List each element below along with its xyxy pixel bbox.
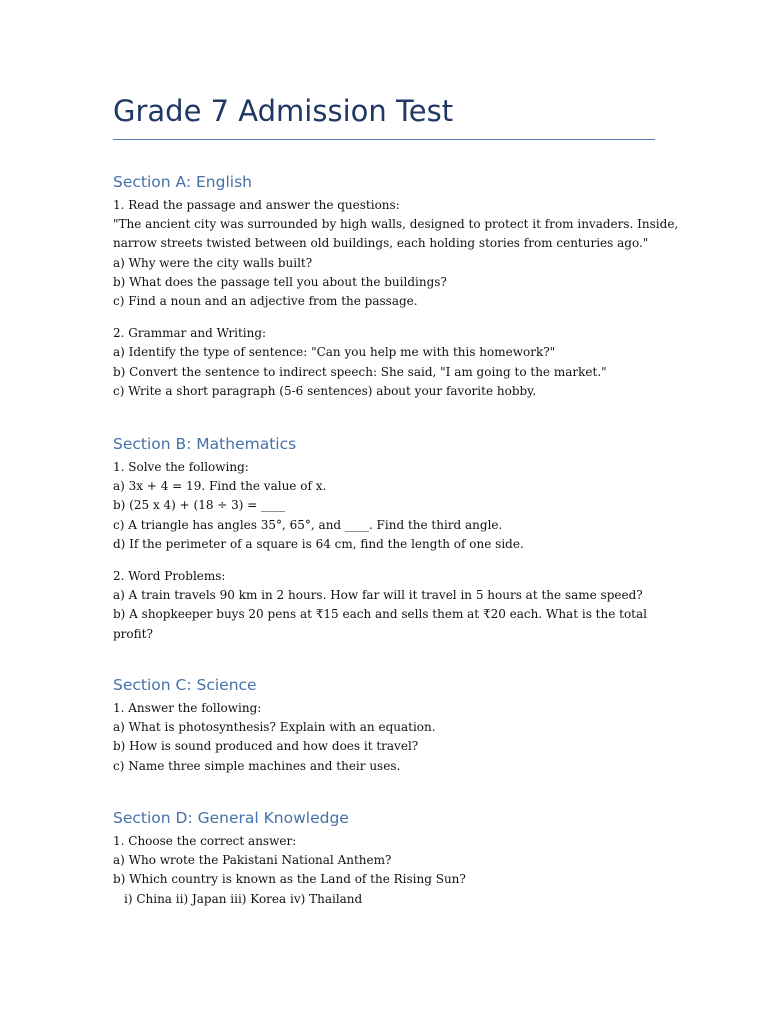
section-english bbox=[113, 172, 679, 401]
question-line: 2. Word Problems: bbox=[113, 569, 226, 584]
section-heading: Section D: General Knowledge bbox=[113, 809, 349, 827]
question-line: b) (25 x 4) + (18 ÷ 3) = ____ bbox=[113, 498, 286, 513]
section-general-knowledge bbox=[113, 808, 658, 909]
question-line: 1. Solve the following: bbox=[113, 460, 249, 474]
section-heading: Section B: Mathematics bbox=[113, 435, 297, 453]
passage-line: narrow streets twisted between old buildings, each holding stories from centuries ago." bbox=[113, 236, 649, 251]
section-mathematics bbox=[113, 434, 658, 644]
question-line: 2. Grammar and Writing: bbox=[113, 326, 267, 341]
question-line: c) Name three simple machines and their uses. bbox=[113, 758, 401, 773]
question-line: c) Write a short paragraph (5-6 sentences) about your favorite hobby. bbox=[113, 383, 537, 398]
question-line: b) How is sound produced and how does it travel? bbox=[113, 739, 419, 754]
question-block bbox=[113, 196, 679, 311]
question-line: a) Why were the city walls built? bbox=[113, 255, 313, 270]
question-line: b) Convert the sentence to indirect speech: She said, "I am going to the market." bbox=[113, 364, 607, 379]
section-heading: Section C: Science bbox=[113, 676, 257, 694]
question-line: b) What does the passage tell you about the buildings? bbox=[113, 274, 447, 289]
question-line: a) What is photosynthesis? Explain with an equation. bbox=[113, 720, 436, 735]
question-line: c) A triangle has angles 35°, 65°, and ____. Find the third angle. bbox=[113, 517, 503, 532]
question-block bbox=[113, 567, 658, 644]
question-line: a) Who wrote the Pakistani National Anthem? bbox=[113, 853, 392, 868]
question-line: a) A train travels 90 km in 2 hours. How far will it travel in 5 hours at the same speed? bbox=[113, 588, 643, 603]
page-title: Grade 7 Admission Test bbox=[113, 94, 454, 128]
question-block bbox=[113, 699, 658, 776]
question-line: 1. Choose the correct answer: bbox=[113, 834, 297, 848]
question-line: b) A shopkeeper buys 20 pens at ₹15 each and sells them at ₹20 each. What is the total bbox=[113, 607, 647, 622]
question-line: 1. Read the passage and answer the questions: bbox=[113, 198, 400, 212]
title-divider bbox=[113, 139, 655, 140]
question-line: c) Find a noun and an adjective from the passage. bbox=[113, 294, 418, 309]
section-science bbox=[113, 675, 658, 776]
question-block bbox=[113, 832, 658, 909]
question-line: d) If the perimeter of a square is 64 cm, find the length of one side. bbox=[113, 536, 524, 551]
answer-options: i) China ii) Japan iii) Korea iv) Thailand bbox=[124, 891, 363, 906]
question-line: a) Identify the type of sentence: "Can you help me with this homework?" bbox=[113, 345, 556, 360]
question-line: a) 3x + 4 = 19. Find the value of x. bbox=[113, 479, 327, 494]
question-line: 1. Answer the following: bbox=[113, 701, 262, 715]
question-line: b) Which country is known as the Land of the Rising Sun? bbox=[113, 872, 466, 887]
passage-line: "The ancient city was surrounded by high walls, designed to protect it from invaders. Inside, bbox=[113, 217, 679, 232]
section-heading: Section A: English bbox=[113, 173, 252, 191]
question-block bbox=[113, 458, 658, 554]
question-block bbox=[113, 324, 658, 401]
question-line: profit? bbox=[113, 626, 153, 641]
